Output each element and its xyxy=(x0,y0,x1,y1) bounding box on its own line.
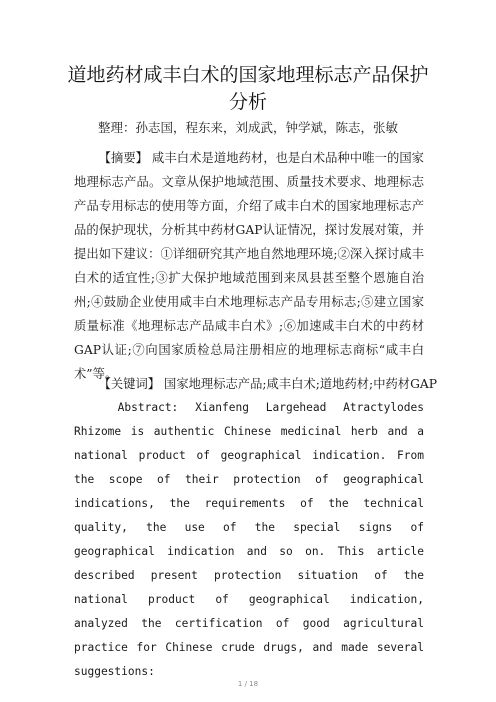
author-line: 整理：孙志国，程东来，刘成武，钟学斌，陈志，张敏 xyxy=(97,120,398,135)
keywords xyxy=(74,372,438,396)
title-line-2: 分析 xyxy=(228,91,267,113)
english-abstract: Abstract: Xianfeng Largehead Atractylodes Rhizome is authentic Chinese medicinal herb and a national product of geographical indication. From the scope of their protection of geographical indications, the requirements of the technical quality, the use of the special signs of geographical indication and so on. This article described present protection situation of the national product of geographical indication, analyzed the certification of good agricultural practice for Chinese crude drugs, and made several suggestions: xyxy=(74,401,424,678)
chinese-abstract xyxy=(74,146,424,386)
page-number: 1 / 18 xyxy=(237,680,259,688)
abstract-label: 【摘要】 xyxy=(98,151,149,165)
keywords-label: 【关键词】 xyxy=(98,377,161,391)
paper-title xyxy=(60,62,436,116)
keywords-text: 国家地理标志产品;咸丰白术;道地药材;中药材GAP xyxy=(164,377,438,391)
title-line-1: 道地药材咸丰白术的国家地理标志产品保护 xyxy=(67,64,429,86)
abstract-text: 咸丰白术是道地药材，也是白术品种中唯一的国家地理标志产品。文章从保护地域范围、质量技术要求、地理标志产品专用标志的使用等方面，介绍了咸丰白术的国家地理标志产品的保护现状，分析其中药材GAP认证情况，探讨发展对策，并提出如下建议：①详细研究其产地自然地理环境;②深入探讨咸丰白术的适宜性;③扩大保护地域范围到来凤县甚至整个恩施自治州;④鼓励企业使用咸丰白术地理标志产品专用标志;⑤建立国家质量标准《地理标志产品咸丰白术》;⑥加速咸丰白术的中药材GAP认证;⑦向国家质检总局注册相应的地理标志商标“咸丰白术”等。 xyxy=(74,151,424,381)
